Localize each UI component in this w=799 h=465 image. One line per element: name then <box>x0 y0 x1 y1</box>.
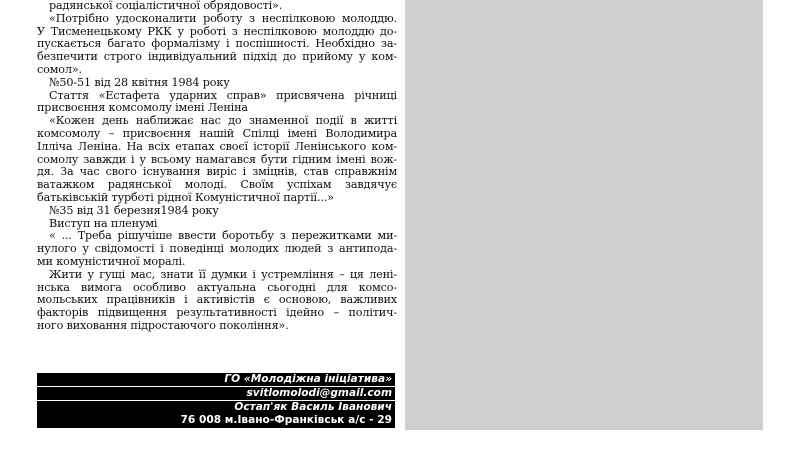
text-line: пускається багато формалізму і поспішності. Необхідно за- <box>37 38 397 51</box>
issue-date-line: №35 від 31 березня1984 року <box>49 204 219 217</box>
text-line: ватажком радянської молоді. Своїм успіхам завдячує <box>37 179 397 192</box>
text-line: присвоєння комсомолу імені Леніна <box>37 102 248 115</box>
blank-gray-panel <box>405 0 763 430</box>
text-line: Жити у гущі мас, знати її думки і устремління – ця лені- <box>49 268 397 281</box>
text-line: сомолу завжди і у всьому намагався бути гідним імені вож- <box>37 153 397 166</box>
postal-address: 76 008 м.Івано-Франківськ а/с - 29 <box>37 414 395 427</box>
text-line: радянської соціалістичної обрядовості». <box>49 0 283 12</box>
text-line: сомол». <box>37 63 82 76</box>
text-line: безпечити строго індивідуальний підхід до прийому у ком- <box>37 51 397 64</box>
text-line: дя. За час свого існування виріс і зміцнів, став справжнім <box>37 166 397 179</box>
text-line: батьківській турботі рідної Комуністичної партії...» <box>37 191 334 204</box>
text-line: нська вимога особливо актуальна сьогодні для комсо- <box>37 281 397 294</box>
text-line: факторів підвищення результативності ідейно – політич- <box>37 307 397 320</box>
text-line: комсомолу – присвоєння нашій Спілці імені Володимира <box>37 127 397 140</box>
text-line: « ... Треба рішучіше ввести боротьбу з пережитками ми- <box>49 230 397 243</box>
email-address: svitlomolodi@gmail.com <box>37 387 395 400</box>
contact-person: Остап'як Василь Іванович <box>37 401 395 414</box>
text-line: Ілліча Леніна. На всіх етапах своєї історії Ленінського ком- <box>37 140 397 153</box>
organization-name: ГО «Молодіжна ініціатива» <box>37 373 395 386</box>
issue-date-line: №50-51 від 28 квітня 1984 року <box>49 76 230 89</box>
text-line: ного виховання підростаючого покоління». <box>37 319 289 332</box>
text-line: ми комуністичної моралі. <box>37 255 186 268</box>
article-column <box>37 0 397 333</box>
text-line: Стаття «Естафета ударних справ» присвячена річниці <box>49 89 397 102</box>
text-line: мольських працівників і активістів є основою, важливих <box>37 294 397 307</box>
text-line: У Тисменецькому РКК у роботі з неспілковою молоддю до- <box>37 25 397 38</box>
text-line: «Потрібно удосконалити роботу з неспілковою молоддю. <box>49 12 397 25</box>
contact-footer <box>37 373 395 428</box>
text-line: «Кожен день наближає нас до знаменної події в житті <box>49 115 397 128</box>
text-line: Виступ на пленумі <box>49 217 158 230</box>
text-line: нулого у свідомості і поведінці молодих людей з антипода- <box>37 243 397 256</box>
